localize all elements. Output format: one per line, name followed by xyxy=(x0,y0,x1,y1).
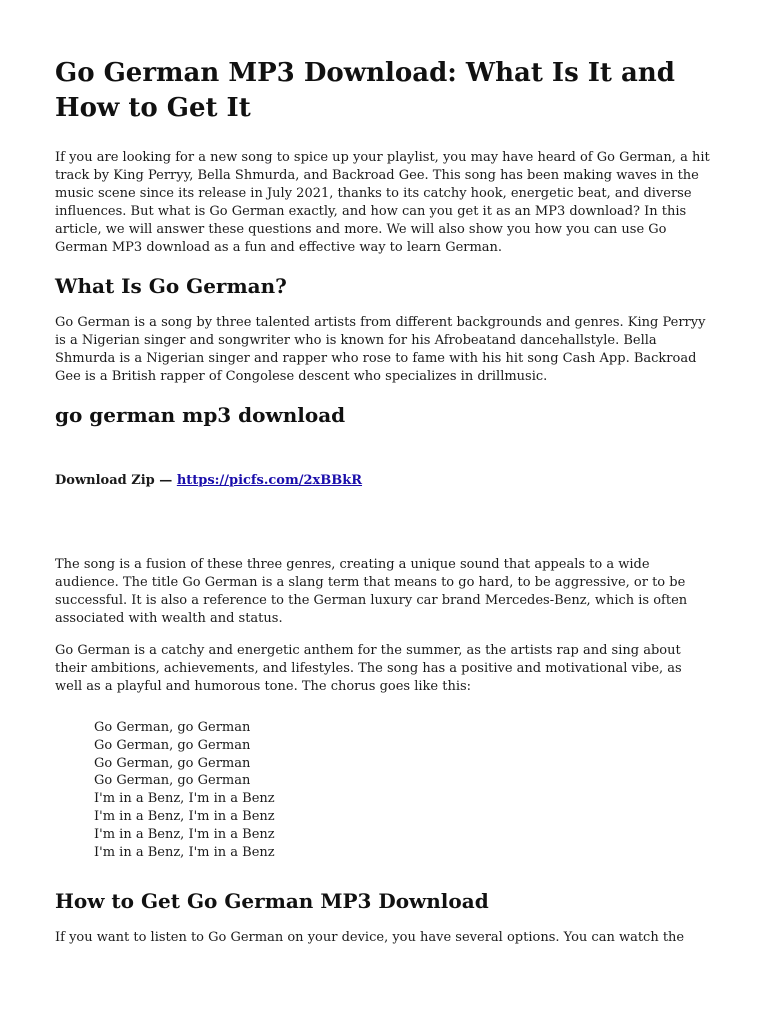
lyric-line: Go German, go German xyxy=(94,720,251,735)
fusion-paragraph: The song is a fusion of these three genres, creating a unique sound that appeals to a wide audience. The title Go German is a slang term that means to go hard, to be aggressive, or to be successful. It is also a reference to the German luxury car brand Mercedes-Benz, which is often associated with wealth and status. xyxy=(55,557,688,626)
download-link[interactable]: https://picfs.com/2xBBkR xyxy=(176,473,363,488)
what-is-paragraph: Go German is a song by three talented artists from different backgrounds and genres. King Perryy is a Nigerian singer and songwriter who is known for his Afrobeatand dancehallstyle. Bella Shmurda is a Nigerian singer and rapper who rose to fame with his hit song Cash App. Backroad Gee is a British rapper of Congolese descent who specializes in drillmusic. xyxy=(55,315,706,384)
section-heading-mp3-download: go german mp3 download xyxy=(55,403,346,427)
section-heading-what-is: What Is Go German? xyxy=(55,274,287,298)
lyric-line: I'm in a Benz, I'm in a Benz xyxy=(94,791,275,807)
download-line xyxy=(55,472,712,490)
lyric-line: I'm in a Benz, I'm in a Benz xyxy=(94,808,275,824)
lyric-line: I'm in a Benz, I'm in a Benz xyxy=(94,844,275,860)
intro-paragraph: If you are looking for a new song to spice up your playlist, you may have heard of Go German, a hit track by King Perryy, Bella Shmurda, and Backroad Gee. This song has been making waves in the music scene since its release in July 2021, thanks to its catchy hook, energetic beat, and diverse influences. But what is Go German exactly, and how can you get it as an MP3 download? In this article, we will answer these questions and more. We will also show you how you can use Go German MP3 download as a fun and effective way to learn German. xyxy=(55,150,710,255)
lyric-line: Go German, go German xyxy=(94,755,251,771)
lyric-line: Go German, go German xyxy=(94,773,251,789)
how-to-get-paragraph: If you want to listen to Go German on your device, you have several options. You can watch the xyxy=(55,930,685,946)
download-label: Download Zip — xyxy=(55,473,177,488)
lyrics-block xyxy=(55,719,712,861)
anthem-paragraph: Go German is a catchy and energetic anthem for the summer, as the artists rap and sing about their ambitions, achievements, and lifestyles. The song has a positive and motivational vibe, as well as a playful and humorous tone. The chorus goes like this: xyxy=(55,643,682,694)
section-heading-how-to-get: How to Get Go German MP3 Download xyxy=(55,889,489,914)
lyric-line: Go German, go German xyxy=(94,737,251,753)
lyric-line: I'm in a Benz, I'm in a Benz xyxy=(94,826,275,842)
page-title: Go German MP3 Download: What Is It and How to Get It xyxy=(55,58,675,123)
